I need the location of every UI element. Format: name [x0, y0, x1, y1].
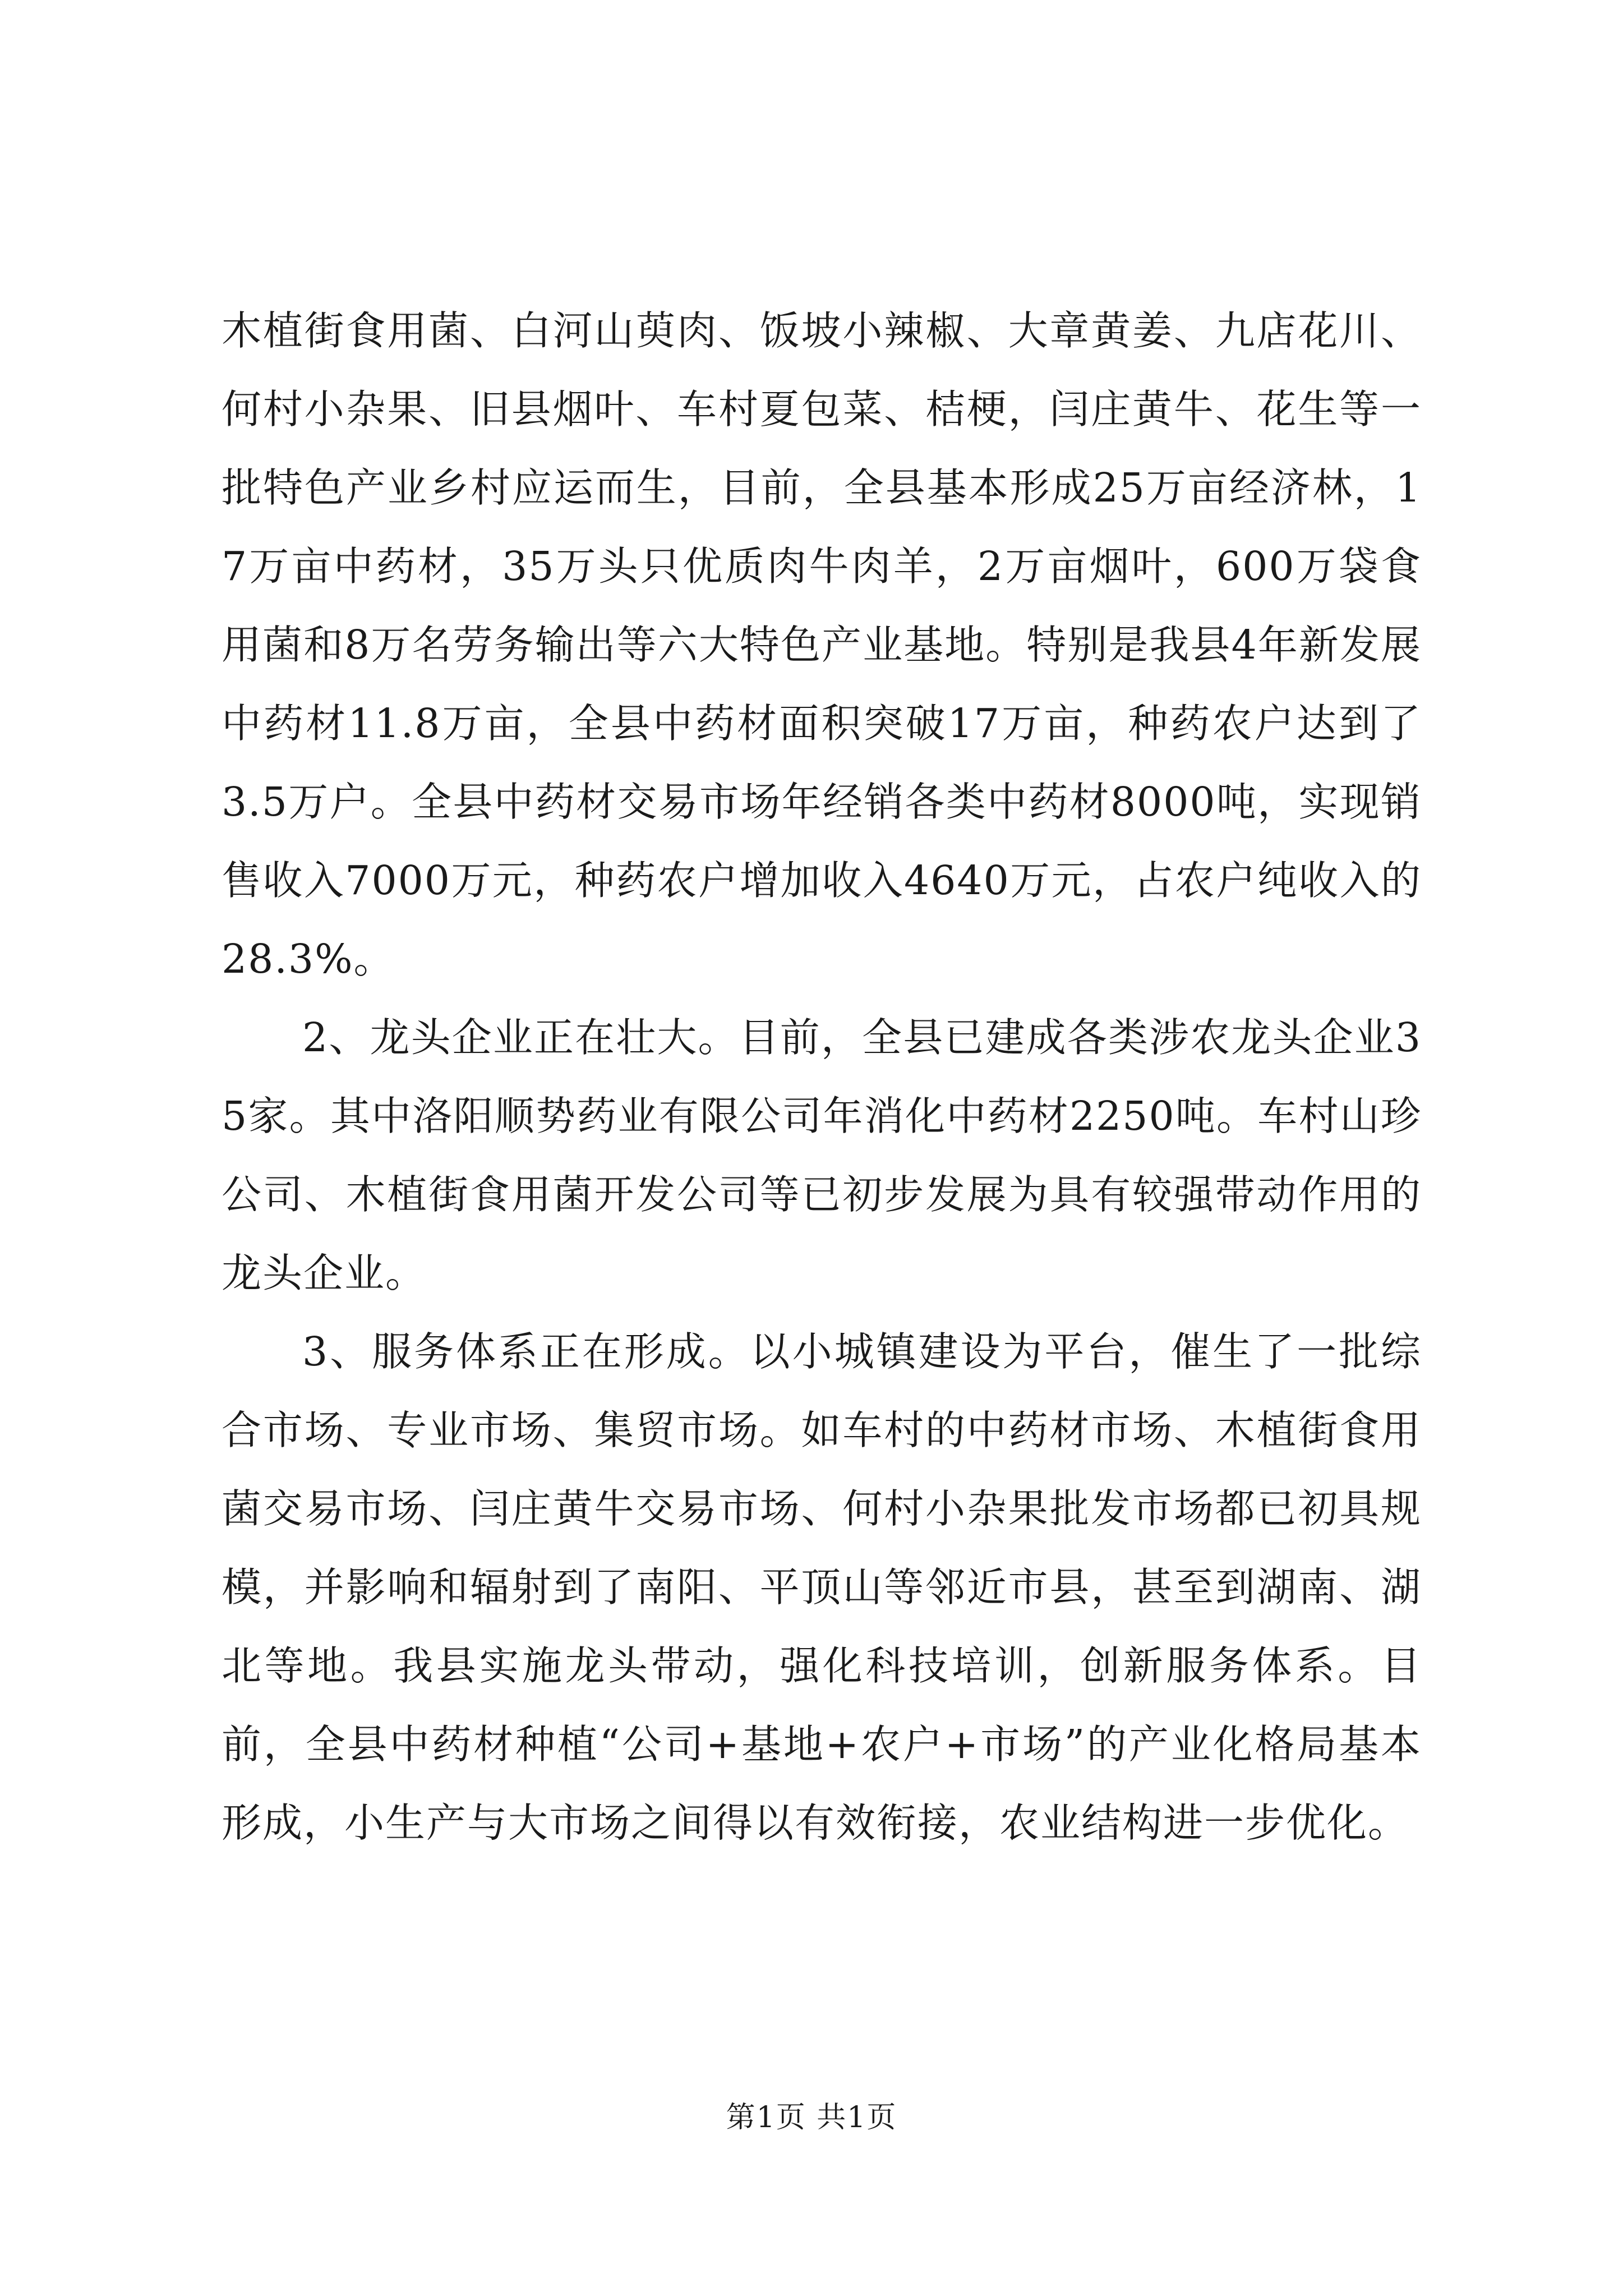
page-footer: 第1页 共1页 — [726, 2101, 897, 2134]
paragraph-leading-enterprises: 2、龙头企业正在壮大。目前，全县已建成各类涉农龙头企业35家。其中洛阳顺势药业有限公司年消化中药材2250吨。车村山珍公司、木植街食用菌开发公司等已初步发展为具有较强带动作用的龙头企业。 — [222, 1014, 1422, 1296]
paragraph-continuation: 木植街食用菌、白河山萸肉、饭坡小辣椒、大章黄姜、九店花川、何村小杂果、旧县烟叶、车村夏包菜、桔梗，闫庄黄牛、花生等一批特色产业乡村应运而生，目前，全县基本形成25万亩经济林，17万亩中药材，35万头只优质肉牛肉羊，2万亩烟叶，600万袋食用菌和8万名劳务输出等六大特色产业基地。特别是我县4年新发展中药材11.8万亩，全县中药材面积突破17万亩，种药农户达到了3.5万户。全县中药材交易市场年经销各类中药材8000吨，实现销售收入7000万元，种药农户增加收入4640万元，占农户纯收入的28.3%。 — [222, 307, 1422, 982]
document-body — [222, 292, 1422, 1862]
paragraph-service-system: 3、服务体系正在形成。以小城镇建设为平台，催生了一批综合市场、专业市场、集贸市场。如车村的中药材市场、木植街食用菌交易市场、闫庄黄牛交易市场、何村小杂果批发市场都已初具规模，并影响和辐射到了南阳、平顶山等邻近市县，甚至到湖南、湖北等地。我县实施龙头带动，强化科技培训，创新服务体系。目前，全县中药材种植“公司+基地+农户+市场”的产业化格局基本形成，小生产与大市场之间得以有效衔接，农业结构进一步优化。 — [222, 1328, 1422, 1846]
